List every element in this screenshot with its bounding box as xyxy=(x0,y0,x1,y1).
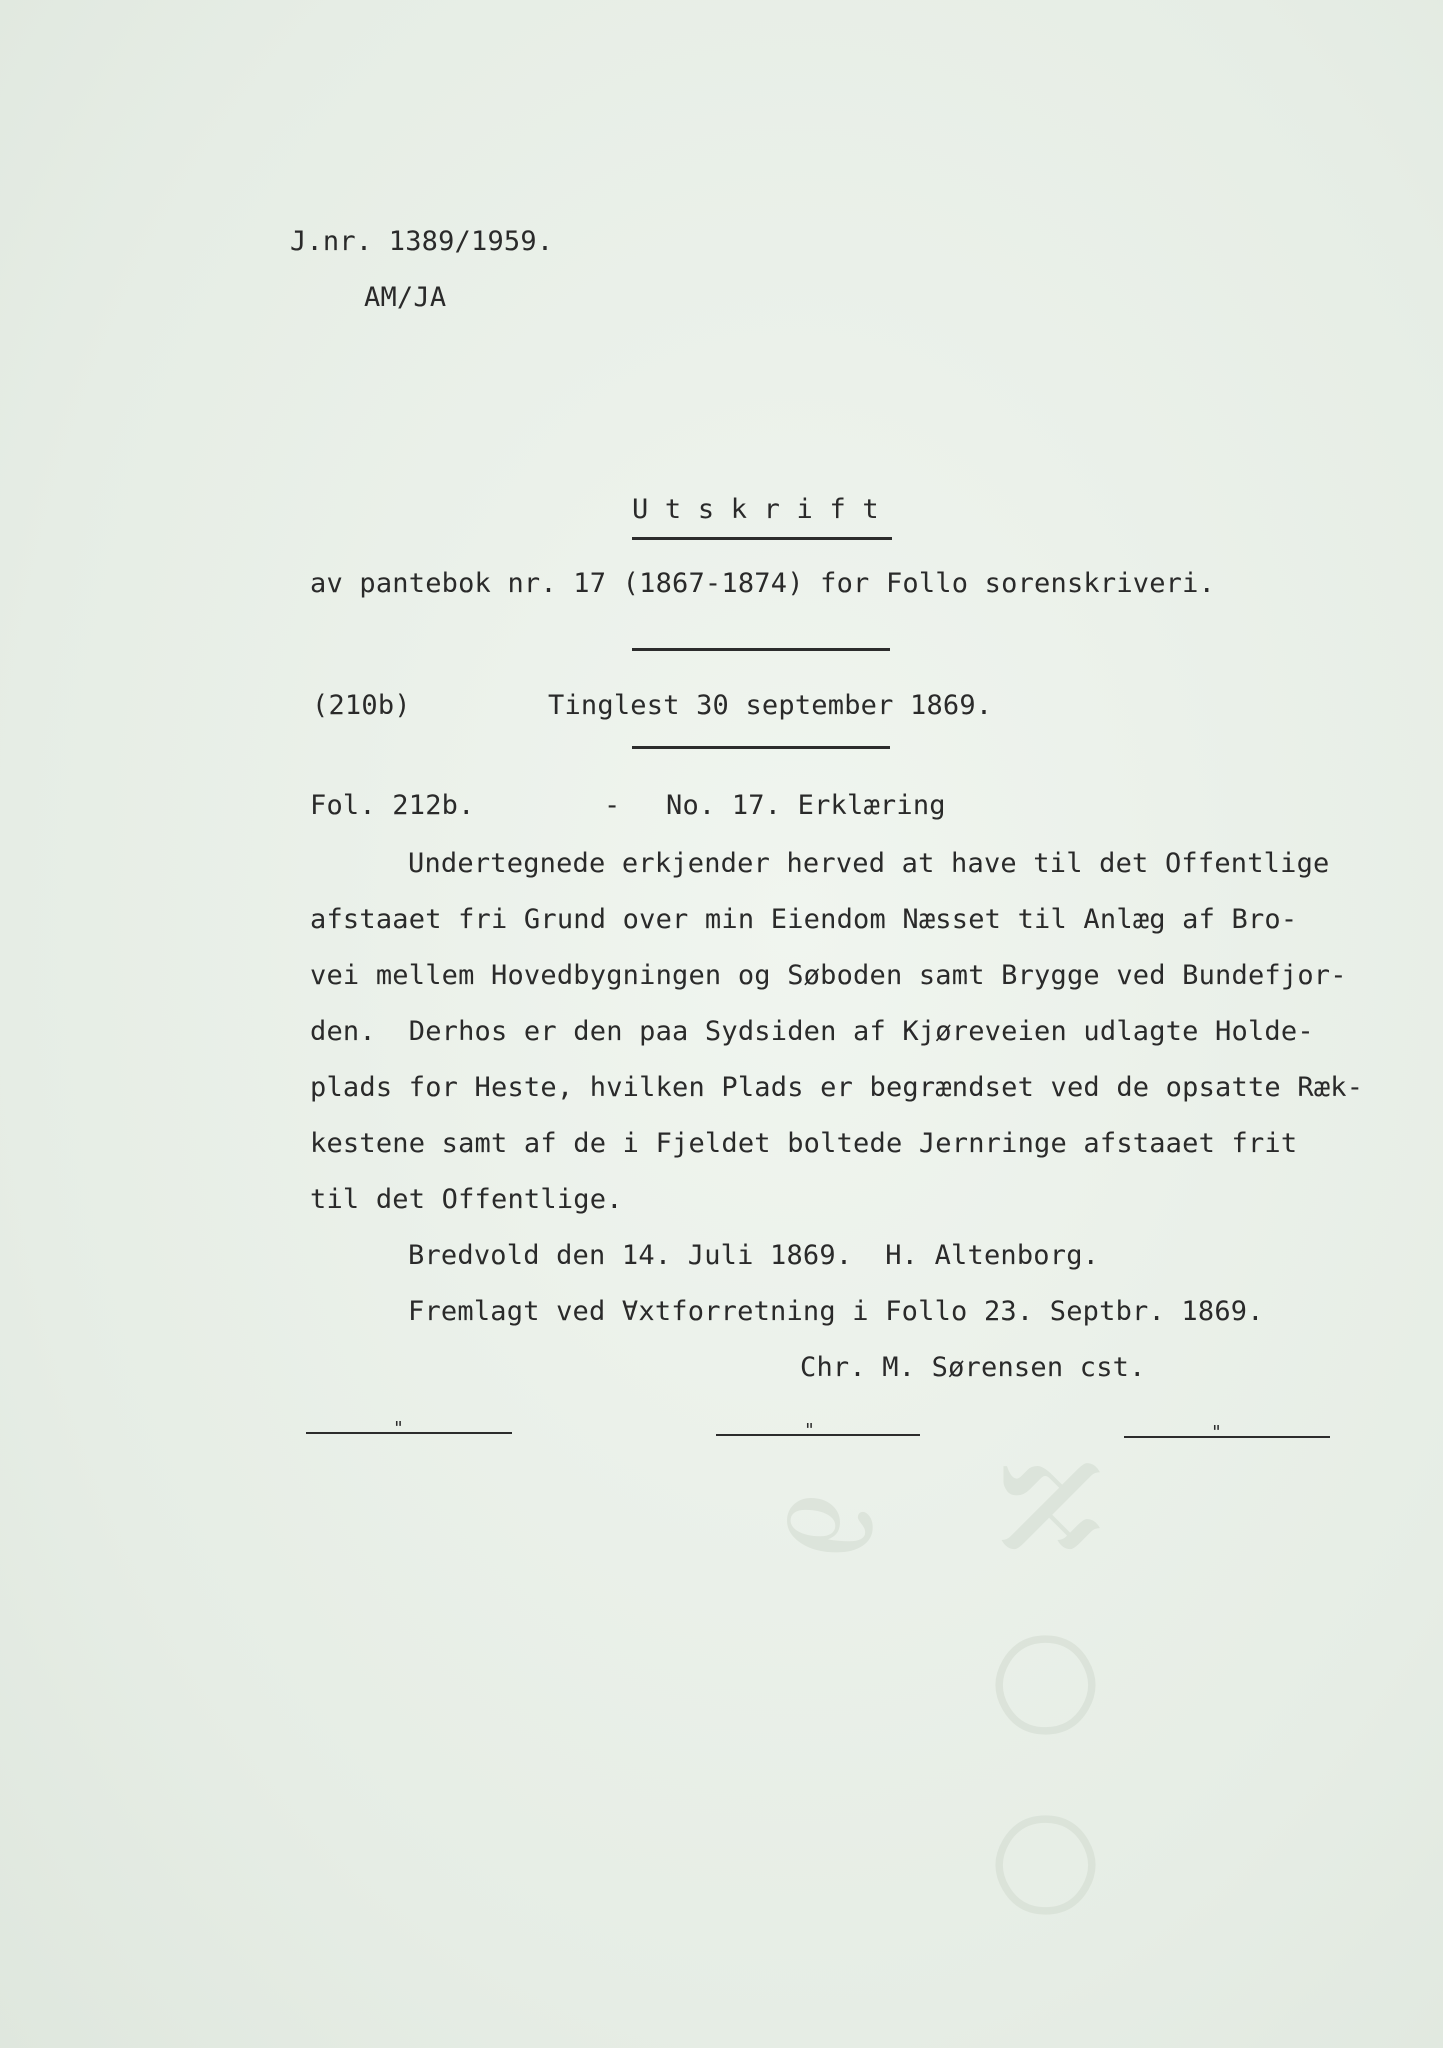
body-line: vei mellem Hovedbygningen og Søboden samt Brygge ved Bundefjor- xyxy=(310,960,1347,991)
document-heading: U t s k r i f t xyxy=(632,494,879,525)
closing-tick-center: " xyxy=(804,1420,815,1441)
registration-date: Tinglest 30 september 1869. xyxy=(548,690,993,721)
bleed-through-mark: ○ xyxy=(980,1628,1133,1742)
body-line: afstaaet fri Grund over min Eiendom Næsset til Anlæg af Bro- xyxy=(310,904,1298,935)
presented-line: Fremlagt ved Ɐxtforretning i Follo 23. Septbr. 1869. xyxy=(408,1296,1264,1327)
folio-reference: Fol. 212b. xyxy=(310,790,475,821)
closing-rule-left xyxy=(306,1432,512,1434)
body-line: til det Offentlige. xyxy=(310,1184,623,1215)
bleed-through-mark: ○ xyxy=(980,1808,1133,1922)
closing-rule-right xyxy=(1124,1436,1330,1438)
bleed-through-mark: ∂ xyxy=(757,1491,910,1559)
registration-reference: (210b) xyxy=(312,690,411,721)
entry-number-title: No. 17. Erklæring xyxy=(666,790,946,821)
separator-rule-top xyxy=(632,648,890,651)
closing-rule-center xyxy=(716,1434,920,1436)
document-subtitle: av pantebok nr. 17 (1867-1874) for Follo sorenskriveri. xyxy=(310,568,1216,599)
heading-underline xyxy=(632,537,892,540)
body-line: kestene samt af de i Fjeldet boltede Jernringe afstaaet frit xyxy=(310,1128,1298,1159)
closing-tick-right: " xyxy=(1211,1422,1222,1443)
signature-line: Bredvold den 14. Juli 1869. H. Altenborg. xyxy=(408,1240,1100,1271)
initials: AM/JA xyxy=(364,282,447,313)
separator-rule-bottom xyxy=(632,746,890,749)
folio-dash: - xyxy=(604,790,621,821)
clerk-line: Chr. M. Sørensen cst. xyxy=(800,1352,1146,1383)
body-line: den. Derhos er den paa Sydsiden af Kjøreveien udlagte Holde- xyxy=(310,1016,1314,1047)
body-line: Undertegnede erkjender herved at have til det Offentlige xyxy=(408,848,1330,879)
bleed-through-mark: ℵ xyxy=(972,1456,1125,1554)
body-line: plads for Heste, hvilken Plads er begrændset ved de opsatte Ræk- xyxy=(310,1072,1364,1103)
closing-tick-left: " xyxy=(393,1418,404,1439)
journal-number: J.nr. 1389/1959. xyxy=(290,226,554,257)
